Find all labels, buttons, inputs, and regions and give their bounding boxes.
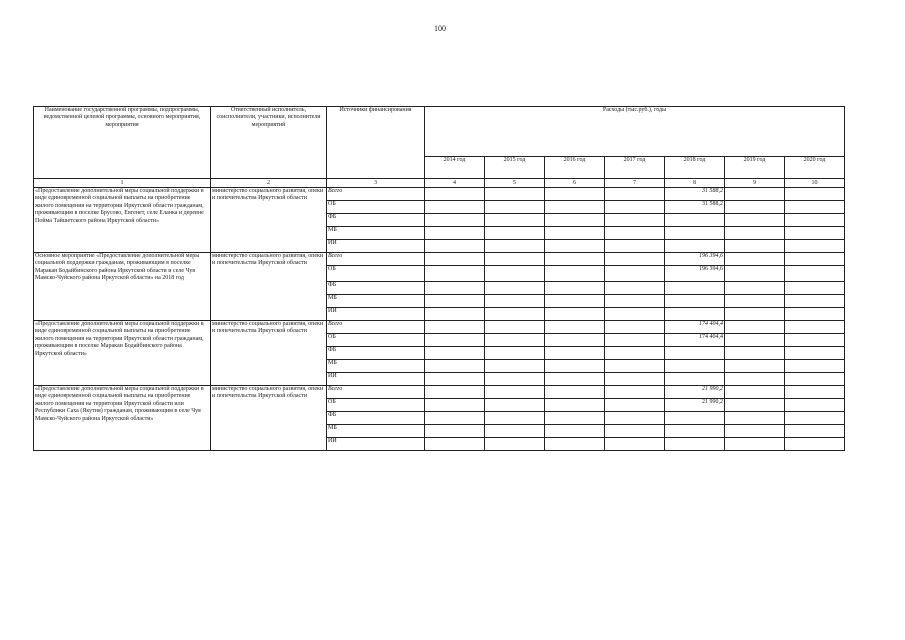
- funding-source: ОБ: [327, 334, 425, 347]
- amount-2018: [665, 227, 725, 240]
- amount-cell: [545, 253, 605, 266]
- amount-cell: [605, 438, 665, 451]
- funding-source: Всего: [327, 188, 425, 201]
- executor: министерство социального развития, опеки и попечительства Иркутской области: [211, 386, 327, 451]
- amount-cell: [545, 295, 605, 308]
- amount-2018: [665, 412, 725, 425]
- amount-cell: [725, 347, 785, 360]
- amount-cell: [485, 253, 545, 266]
- amount-cell: [425, 386, 485, 399]
- amount-2018: [665, 373, 725, 386]
- amount-cell: [485, 266, 545, 282]
- amount-cell: [605, 266, 665, 282]
- amount-cell: [545, 412, 605, 425]
- funding-source: ИИ: [327, 438, 425, 451]
- amount-cell: [545, 201, 605, 214]
- amount-2018: 21 990,2: [665, 399, 725, 412]
- amount-cell: [605, 334, 665, 347]
- funding-source: МБ: [327, 425, 425, 438]
- amount-cell: [605, 227, 665, 240]
- amount-2018: [665, 347, 725, 360]
- amount-cell: [785, 321, 845, 334]
- amount-2018: 196 394,6: [665, 253, 725, 266]
- amount-cell: [785, 308, 845, 321]
- executor: министерство социального развития, опеки и попечительства Иркутской области: [211, 253, 327, 321]
- amount-cell: [605, 347, 665, 360]
- table-body: [34, 188, 845, 451]
- amount-cell: [545, 321, 605, 334]
- amount-cell: [725, 214, 785, 227]
- amount-cell: [605, 308, 665, 321]
- amount-cell: [785, 240, 845, 253]
- year-2018: 2018 год: [665, 157, 725, 179]
- amount-cell: [425, 321, 485, 334]
- amount-cell: [545, 347, 605, 360]
- amount-cell: [425, 438, 485, 451]
- column-number: 4: [425, 179, 485, 188]
- amount-cell: [425, 214, 485, 227]
- column-number: 2: [211, 179, 327, 188]
- funding-source: ФБ: [327, 282, 425, 295]
- amount-cell: [785, 201, 845, 214]
- amount-cell: [605, 201, 665, 214]
- funding-source: ФБ: [327, 214, 425, 227]
- amount-cell: [725, 308, 785, 321]
- amount-cell: [605, 321, 665, 334]
- amount-cell: [425, 266, 485, 282]
- header-row: [34, 107, 845, 157]
- measure-name: Основное мероприятие «Предоставление дополнительной меры социальной поддержки гражданам, проживающим в поселке Маракан Бодайбинского района Иркутской области и селе Чуя Мамско-Чуйского района Иркутской области» на 2018 год: [34, 253, 211, 321]
- amount-cell: [785, 282, 845, 295]
- amount-cell: [545, 227, 605, 240]
- amount-cell: [605, 425, 665, 438]
- funding-source: ФБ: [327, 412, 425, 425]
- amount-cell: [425, 308, 485, 321]
- amount-cell: [725, 240, 785, 253]
- amount-cell: [485, 347, 545, 360]
- amount-2018: [665, 214, 725, 227]
- funding-source: МБ: [327, 295, 425, 308]
- amount-cell: [485, 373, 545, 386]
- amount-cell: [725, 266, 785, 282]
- amount-cell: [545, 425, 605, 438]
- amount-cell: [485, 334, 545, 347]
- column-number: 8: [665, 179, 725, 188]
- amount-cell: [485, 201, 545, 214]
- amount-cell: [605, 399, 665, 412]
- amount-cell: [605, 240, 665, 253]
- header-executor: Ответственный исполнитель, соисполнители, участники, исполнители мероприятий: [211, 107, 327, 179]
- amount-cell: [725, 373, 785, 386]
- column-number: 10: [785, 179, 845, 188]
- amount-cell: [725, 321, 785, 334]
- amount-2018: 31 588,2: [665, 188, 725, 201]
- amount-cell: [485, 308, 545, 321]
- year-2020: 2020 год: [785, 157, 845, 179]
- amount-cell: [425, 201, 485, 214]
- amount-cell: [725, 438, 785, 451]
- amount-cell: [725, 360, 785, 373]
- amount-cell: [725, 227, 785, 240]
- amount-cell: [605, 373, 665, 386]
- amount-cell: [785, 266, 845, 282]
- amount-cell: [725, 201, 785, 214]
- page-number: 100: [434, 24, 446, 33]
- year-2015: 2015 год: [485, 157, 545, 179]
- amount-cell: [725, 399, 785, 412]
- amount-cell: [545, 386, 605, 399]
- amount-cell: [545, 214, 605, 227]
- financing-table: [33, 106, 845, 451]
- amount-cell: [725, 295, 785, 308]
- amount-cell: [725, 188, 785, 201]
- header-source: Источники финансирования: [327, 107, 425, 179]
- amount-cell: [485, 425, 545, 438]
- column-number: 1: [34, 179, 211, 188]
- measure-name: «Предоставление дополнительной меры социальной поддержки в виде единовременной социальной выплаты на приобретение жилого помещения на территории Иркутской области гражданам, проживающим в поселке Маракан Бодайбинского района Иркутской области»: [34, 321, 211, 386]
- amount-cell: [605, 253, 665, 266]
- amount-cell: [725, 282, 785, 295]
- amount-cell: [605, 214, 665, 227]
- funding-source: Всего: [327, 253, 425, 266]
- funding-source: ОБ: [327, 201, 425, 214]
- amount-cell: [485, 214, 545, 227]
- amount-cell: [605, 188, 665, 201]
- amount-cell: [545, 188, 605, 201]
- amount-cell: [485, 438, 545, 451]
- column-number: 9: [725, 179, 785, 188]
- funding-source: МБ: [327, 360, 425, 373]
- year-2017: 2017 год: [605, 157, 665, 179]
- amount-cell: [545, 360, 605, 373]
- amount-cell: [725, 386, 785, 399]
- amount-cell: [425, 360, 485, 373]
- amount-cell: [605, 282, 665, 295]
- amount-2018: 174 404,4: [665, 321, 725, 334]
- amount-cell: [545, 334, 605, 347]
- amount-cell: [785, 347, 845, 360]
- table-row: [34, 321, 845, 334]
- amount-cell: [485, 295, 545, 308]
- amount-cell: [485, 240, 545, 253]
- amount-2018: [665, 438, 725, 451]
- funding-source: Всего: [327, 386, 425, 399]
- amount-cell: [485, 321, 545, 334]
- amount-2018: 21 990,2: [665, 386, 725, 399]
- amount-cell: [725, 412, 785, 425]
- amount-cell: [725, 425, 785, 438]
- column-number: 6: [545, 179, 605, 188]
- amount-cell: [425, 227, 485, 240]
- amount-2018: [665, 295, 725, 308]
- amount-2018: 196 394,6: [665, 266, 725, 282]
- amount-cell: [545, 373, 605, 386]
- amount-cell: [785, 253, 845, 266]
- year-2014: 2014 год: [425, 157, 485, 179]
- amount-cell: [545, 438, 605, 451]
- amount-cell: [425, 347, 485, 360]
- funding-source: ИИ: [327, 373, 425, 386]
- funding-source: ИИ: [327, 240, 425, 253]
- funding-source: ФБ: [327, 347, 425, 360]
- amount-cell: [605, 412, 665, 425]
- amount-cell: [785, 295, 845, 308]
- column-number-row: [34, 179, 845, 188]
- amount-2018: [665, 360, 725, 373]
- executor: министерство социального развития, опеки и попечительства Иркутской области: [211, 321, 327, 386]
- amount-2018: 174 404,4: [665, 334, 725, 347]
- amount-cell: [485, 386, 545, 399]
- amount-cell: [425, 295, 485, 308]
- amount-cell: [605, 386, 665, 399]
- amount-cell: [545, 266, 605, 282]
- funding-source: ИИ: [327, 308, 425, 321]
- funding-source: Всего: [327, 321, 425, 334]
- amount-2018: [665, 425, 725, 438]
- measure-name: «Предоставление дополнительной меры социальной поддержки в виде единовременной социальной выплаты на приобретение жилого помещения на территории Иркутской области или Республики Саха (Якутия) гражданам, проживающим в селе Чуя Мамско-Чуйского района Иркутской области»: [34, 386, 211, 451]
- executor: министерство социального развития, опеки и попечительства Иркутской области: [211, 188, 327, 253]
- amount-2018: [665, 240, 725, 253]
- amount-cell: [425, 412, 485, 425]
- funding-source: ОБ: [327, 266, 425, 282]
- amount-cell: [425, 334, 485, 347]
- amount-cell: [485, 227, 545, 240]
- funding-source: ОБ: [327, 399, 425, 412]
- amount-cell: [785, 188, 845, 201]
- column-number: 5: [485, 179, 545, 188]
- amount-cell: [485, 360, 545, 373]
- amount-2018: 31 588,2: [665, 201, 725, 214]
- amount-cell: [605, 295, 665, 308]
- amount-cell: [785, 412, 845, 425]
- amount-cell: [785, 425, 845, 438]
- amount-cell: [785, 399, 845, 412]
- column-number: 3: [327, 179, 425, 188]
- amount-cell: [425, 188, 485, 201]
- amount-cell: [785, 386, 845, 399]
- amount-cell: [425, 240, 485, 253]
- amount-cell: [425, 282, 485, 295]
- amount-cell: [725, 253, 785, 266]
- table-row: [34, 188, 845, 201]
- amount-cell: [545, 240, 605, 253]
- amount-cell: [485, 188, 545, 201]
- amount-cell: [785, 334, 845, 347]
- header-expenses: Расходы (тыс.руб.), годы: [425, 107, 845, 157]
- amount-cell: [425, 425, 485, 438]
- amount-cell: [785, 438, 845, 451]
- amount-cell: [725, 334, 785, 347]
- year-2016: 2016 год: [545, 157, 605, 179]
- amount-cell: [425, 399, 485, 412]
- table-row: [34, 253, 845, 266]
- amount-cell: [785, 360, 845, 373]
- amount-cell: [545, 399, 605, 412]
- table-row: [34, 386, 845, 399]
- measure-name: «Предоставление дополнительной меры социальной поддержки в виде единовременной социальной выплаты на приобретение жилого помещения на территории Иркутской области гражданам, проживающим в поселке Брусово, Евгенет, селе Еланка и деревне Пойма Тайшетского района Иркутской области»: [34, 188, 211, 253]
- year-2019: 2019 год: [725, 157, 785, 179]
- header-name: Наименование государственной программы, подпрограммы, ведомственной целевой программы, основного мероприятия, мероприятия: [34, 107, 211, 179]
- amount-cell: [425, 253, 485, 266]
- amount-cell: [485, 412, 545, 425]
- amount-cell: [785, 214, 845, 227]
- amount-cell: [485, 282, 545, 295]
- amount-cell: [545, 282, 605, 295]
- amount-cell: [545, 308, 605, 321]
- amount-2018: [665, 282, 725, 295]
- column-number: 7: [605, 179, 665, 188]
- amount-cell: [425, 373, 485, 386]
- amount-2018: [665, 308, 725, 321]
- amount-cell: [785, 227, 845, 240]
- amount-cell: [485, 399, 545, 412]
- amount-cell: [785, 373, 845, 386]
- funding-source: МБ: [327, 227, 425, 240]
- amount-cell: [605, 360, 665, 373]
